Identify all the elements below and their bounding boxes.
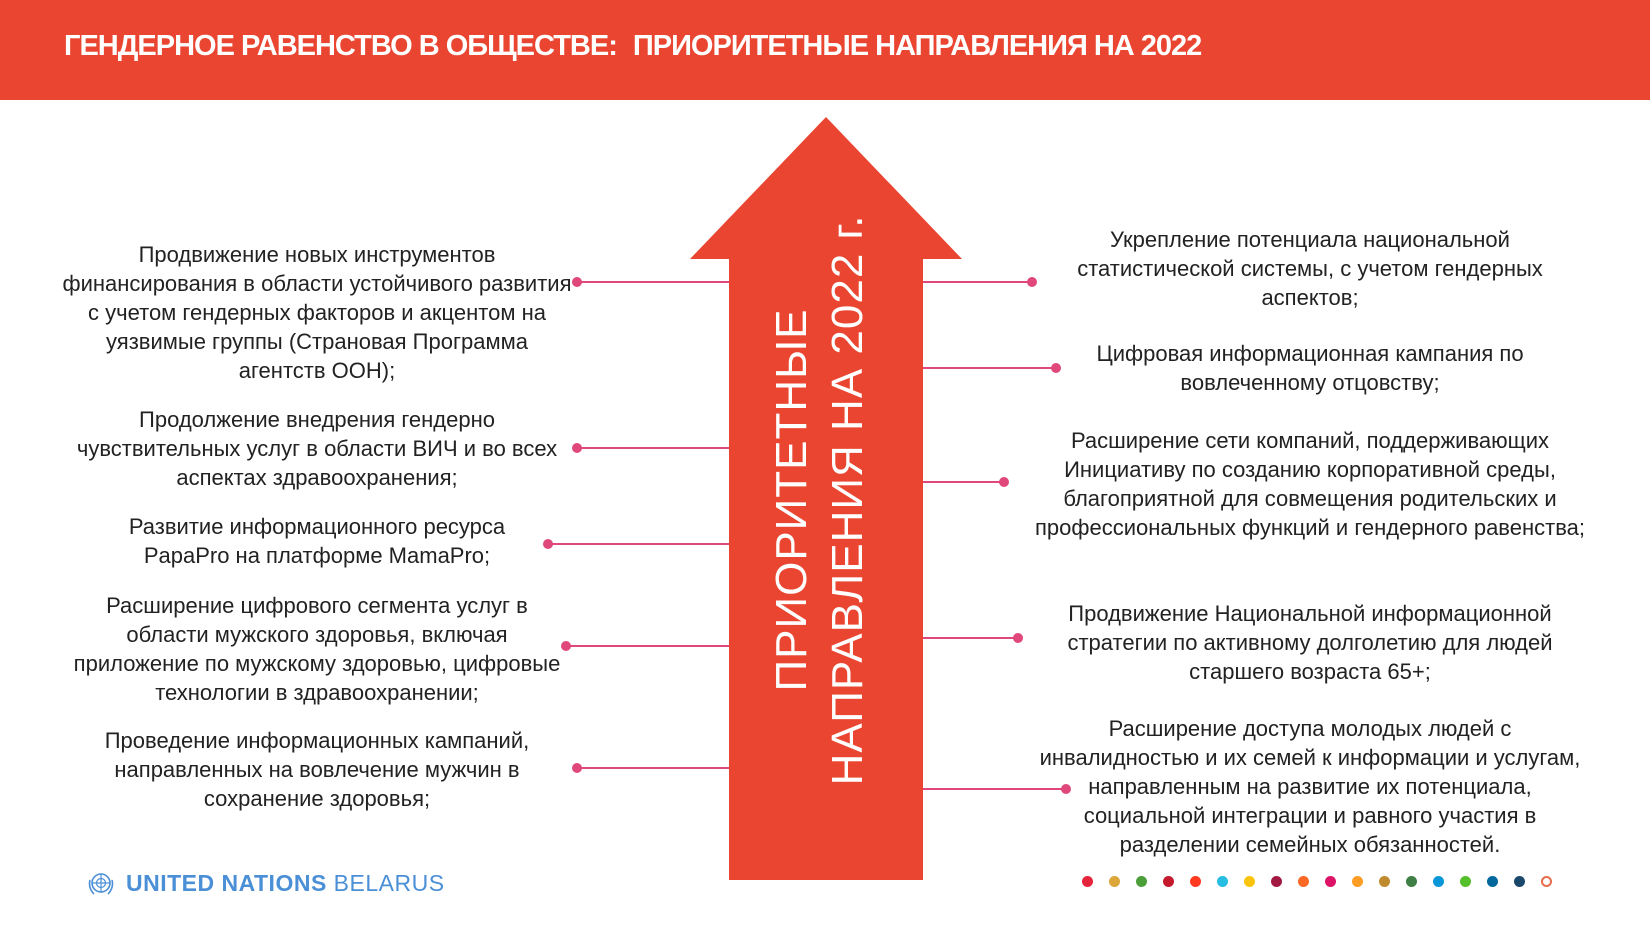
left-connector-dot-4 xyxy=(561,641,571,651)
left-connector-dot-3 xyxy=(543,539,553,549)
header-subtitle: ПРИОРИТЕТНЫЕ НАПРАВЛЕНИЯ НА 2022 xyxy=(632,30,1202,62)
left-connector-1 xyxy=(577,281,729,283)
right-connector-dot-4 xyxy=(1013,633,1023,643)
sdg-dot xyxy=(1082,876,1093,887)
sdg-dot xyxy=(1352,876,1363,887)
right-item-1: Укрепление потенциала национальной статистической системы, с учетом гендерных аспектов; xyxy=(1077,227,1543,310)
left-connector-dot-1 xyxy=(572,277,582,287)
sdg-dot xyxy=(1379,876,1390,887)
right-connector-4 xyxy=(923,637,1019,639)
right-connector-3 xyxy=(923,481,1005,483)
un-emblem-icon xyxy=(86,868,116,898)
sdg-dot xyxy=(1460,876,1471,887)
arrow-label-line1: ПРИОРИТЕТНЫЕ xyxy=(767,308,816,692)
sdg-dot xyxy=(1136,876,1147,887)
sdg-dot xyxy=(1325,876,1336,887)
sdg-dot xyxy=(1190,876,1201,887)
sdg-dot xyxy=(1298,876,1309,887)
sdg-dot xyxy=(1217,876,1228,887)
left-connector-5 xyxy=(577,767,729,769)
left-connector-dot-2 xyxy=(572,443,582,453)
sdg-dot xyxy=(1271,876,1282,887)
sdg-dot xyxy=(1487,876,1498,887)
sdg-dot xyxy=(1514,876,1525,887)
header-title: ГЕНДЕРНОЕ РАВЕНСТВО В ОБЩЕСТВЕ: xyxy=(64,30,617,62)
sdg-dot xyxy=(1163,876,1174,887)
left-item-2: Продолжение внедрения гендерно чувствительных услуг в области ВИЧ и во всех аспектах здравоохранения; xyxy=(76,407,558,490)
right-item-5: Расширение доступа молодых людей с инвалидностью и их семей к информации и услугам, направленным на развитие их потенциала, социальной интеграции и равного участия в разделении семейных обязанностей. xyxy=(1039,716,1581,857)
right-item-3: Расширение сети компаний, поддерживающих Инициативу по созданию корпоративной среды, благоприятной для совмещения родительских и профессиональных функций и гендерного равенства; xyxy=(1035,428,1585,540)
right-connector-5 xyxy=(923,788,1067,790)
arrow-label xyxy=(764,180,876,820)
left-connector-2 xyxy=(577,447,729,449)
left-item-3: Развитие информационного ресурса PapaPro на платформе MamaPro; xyxy=(128,514,506,568)
right-connector-2 xyxy=(923,367,1057,369)
un-belarus-logo xyxy=(86,868,445,898)
left-item-5: Проведение информационных кампаний, направленных на вовлечение мужчин в сохранение здоровья; xyxy=(104,728,530,811)
arrow-label-line2: НАПРАВЛЕНИЯ НА 2022 г. xyxy=(823,214,872,786)
right-connector-dot-3 xyxy=(999,477,1009,487)
sdg-dot xyxy=(1244,876,1255,887)
un-text-bold: UNITED NATIONS xyxy=(126,869,327,896)
right-connector-dot-2 xyxy=(1051,363,1061,373)
sdg-dot xyxy=(1433,876,1444,887)
sdg-dot xyxy=(1541,876,1552,887)
left-item-1: Продвижение новых инструментов финансирования в области устойчивого развития с учетом гендерных факторов и акцентом на уязвимые группы (Страновая Программа агентств ООН); xyxy=(62,242,572,383)
right-connector-dot-5 xyxy=(1061,784,1071,794)
un-belarus-text xyxy=(126,870,445,897)
right-item-4: Продвижение Национальной информационной стратегии по активному долголетию для людей старшего возраста 65+; xyxy=(1067,601,1553,684)
right-connector-dot-1 xyxy=(1027,277,1037,287)
left-connector-4 xyxy=(566,645,729,647)
sdg-color-dots xyxy=(1082,876,1552,887)
un-text-rest: BELARUS xyxy=(326,869,445,896)
left-connector-3 xyxy=(548,543,729,545)
sdg-dot xyxy=(1406,876,1417,887)
left-item-4: Расширение цифрового сегмента услуг в области мужского здоровья, включая приложение по мужскому здоровью, цифровые технологии в здравоохранении; xyxy=(73,593,561,705)
right-connector-1 xyxy=(923,281,1033,283)
left-connector-dot-5 xyxy=(572,763,582,773)
sdg-dot xyxy=(1109,876,1120,887)
right-item-2: Цифровая информационная кампания по вовлеченному отцовству; xyxy=(1096,341,1524,395)
